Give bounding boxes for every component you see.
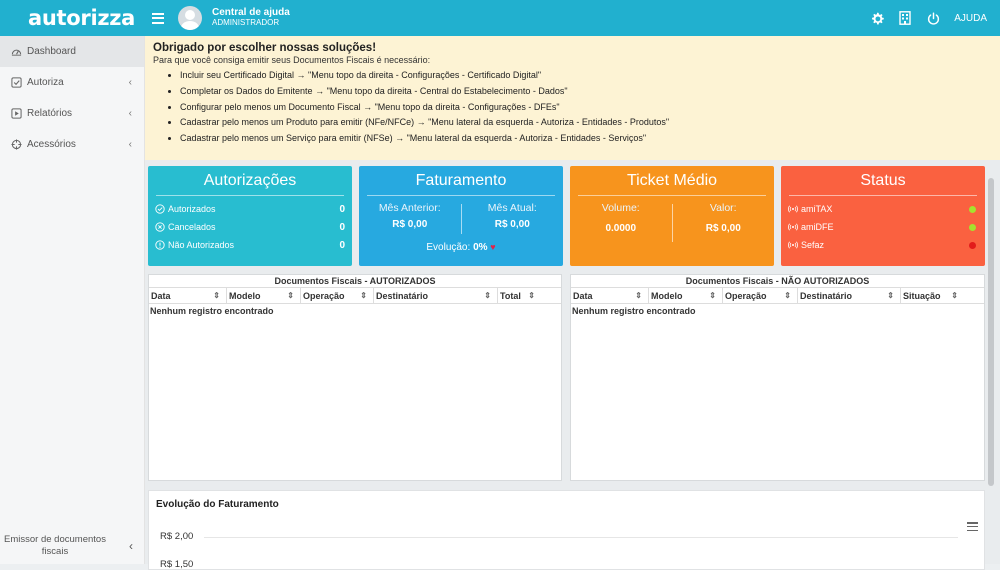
status-dot bbox=[969, 242, 976, 249]
scrollbar-thumb[interactable] bbox=[988, 178, 994, 486]
sidebar-item-relatorios[interactable] bbox=[0, 98, 144, 129]
evolucao-row bbox=[359, 242, 563, 253]
table-header bbox=[149, 288, 561, 304]
nao-autorizados-row bbox=[148, 236, 352, 254]
card-title: Ticket Médio bbox=[578, 166, 766, 196]
sidebar-item-autoriza[interactable] bbox=[0, 67, 144, 98]
signal-icon bbox=[788, 204, 798, 214]
sidebar bbox=[0, 36, 145, 564]
row-value: 0 bbox=[339, 203, 345, 215]
row-label: Cancelados bbox=[168, 222, 216, 232]
notice-item: • Cadastrar pelo menos um Produto para emitir (NFe/NFCe) → "Menu lateral da esquerda - Autoriza - Entidades - Produtos" bbox=[180, 115, 992, 131]
user-info[interactable] bbox=[212, 8, 290, 28]
notice-item: • Cadastrar pelo menos um Serviço para emitir (NFSe) → "Menu lateral da esquerda - Autoriza - Entidades - Serviços" bbox=[180, 131, 992, 147]
x-circle-icon bbox=[155, 222, 165, 232]
current-month-label: Mês Atual: bbox=[487, 202, 537, 214]
dashboard-content bbox=[145, 160, 1000, 570]
evolucao-label: Evolução: bbox=[426, 242, 471, 253]
sort-icon: ⇕ bbox=[528, 291, 535, 300]
signal-icon bbox=[788, 222, 798, 232]
previous-month-label: Mês Anterior: bbox=[378, 202, 441, 214]
column-header-destinatario[interactable]: Destinatário ⇕ bbox=[798, 288, 901, 303]
valor-label: Valor: bbox=[709, 202, 737, 214]
column-header-operacao[interactable]: Operação ⇕ bbox=[301, 288, 374, 303]
play-square-icon bbox=[10, 108, 22, 120]
heart-icon: ♥ bbox=[490, 242, 496, 252]
row-value: 0 bbox=[339, 221, 345, 233]
ticket-medio-card bbox=[570, 166, 774, 266]
scrollbar[interactable] bbox=[988, 170, 994, 564]
signal-icon bbox=[788, 240, 798, 250]
sort-icon: ⇕ bbox=[484, 291, 491, 300]
notice-item: • Completar os Dados do Emitente → "Menu topo da direita - Central do Estabelecimento - Dados" bbox=[180, 84, 992, 100]
chevron-left-icon: ‹ bbox=[128, 139, 132, 150]
valor-value: R$ 0,00 bbox=[705, 223, 741, 234]
status-row-sefaz bbox=[781, 236, 985, 254]
row-label: Autorizados bbox=[168, 204, 216, 214]
status-dot bbox=[969, 206, 976, 213]
notice-list bbox=[180, 68, 992, 147]
top-bar bbox=[0, 0, 1000, 36]
sort-icon: ⇕ bbox=[213, 291, 220, 300]
building-icon[interactable] bbox=[898, 11, 912, 25]
faturamento-card bbox=[359, 166, 563, 266]
column-header-data[interactable]: Data ⇕ bbox=[149, 288, 227, 303]
grid-line bbox=[204, 537, 958, 538]
help-link[interactable]: AJUDA bbox=[954, 12, 987, 24]
y-tick-label: R$ 1,50 bbox=[160, 559, 194, 570]
check-circle-icon bbox=[155, 204, 165, 214]
row-value: 0 bbox=[339, 239, 345, 251]
crosshair-icon bbox=[10, 139, 22, 151]
table-title: Documentos Fiscais - AUTORIZADOS bbox=[149, 275, 561, 288]
row-label: Não Autorizados bbox=[168, 240, 235, 250]
status-row-amidfe bbox=[781, 218, 985, 236]
status-label: amiTAX bbox=[801, 204, 833, 214]
sidebar-item-acessorios[interactable] bbox=[0, 129, 144, 160]
column-header-situacao[interactable]: Situação ⇕ bbox=[903, 290, 958, 301]
gear-icon[interactable] bbox=[870, 11, 884, 25]
check-square-icon bbox=[10, 77, 22, 89]
sort-icon: ⇕ bbox=[635, 291, 642, 300]
avatar[interactable] bbox=[178, 6, 202, 30]
card-title: Faturamento bbox=[367, 166, 555, 196]
cancelados-row bbox=[148, 218, 352, 236]
user-role: ADMINISTRADOR bbox=[212, 18, 280, 27]
autorizados-table bbox=[148, 274, 562, 481]
sidebar-item-label: Dashboard bbox=[27, 46, 76, 57]
column-header-destinatario[interactable]: Destinatário ⇕ bbox=[374, 288, 498, 303]
user-name: Central de ajuda bbox=[212, 7, 290, 18]
dashboard-icon bbox=[10, 46, 22, 58]
welcome-notice bbox=[145, 36, 1000, 160]
sidebar-item-label: Acessórios bbox=[27, 139, 76, 150]
column-header-modelo[interactable]: Modelo ⇕ bbox=[649, 288, 723, 303]
nao-autorizados-table bbox=[570, 274, 985, 481]
menu-toggle-icon[interactable] bbox=[152, 13, 164, 24]
notice-subtitle: Para que você consiga emitir seus Documentos Fiscais é necessário: bbox=[153, 55, 431, 65]
sort-icon: ⇕ bbox=[287, 291, 294, 300]
current-month-value: R$ 0,00 bbox=[494, 219, 530, 230]
table-title: Documentos Fiscais - NÃO AUTORIZADOS bbox=[571, 275, 984, 288]
sort-icon: ⇕ bbox=[360, 291, 367, 300]
chart-menu-icon[interactable] bbox=[967, 522, 978, 531]
sort-icon: ⇕ bbox=[887, 291, 894, 300]
faturamento-chart bbox=[148, 490, 985, 570]
autorizacoes-card bbox=[148, 166, 352, 266]
column-header-operacao[interactable]: Operação ⇕ bbox=[723, 288, 798, 303]
empty-message: Nenhum registro encontrado bbox=[150, 306, 274, 316]
evolucao-value: 0% bbox=[473, 242, 488, 253]
status-row-amitax bbox=[781, 200, 985, 218]
autorizados-row bbox=[148, 200, 352, 218]
sidebar-footer-label: Emissor de documentos fiscais bbox=[4, 534, 106, 557]
status-dot bbox=[969, 224, 976, 231]
y-tick-label: R$ 2,00 bbox=[160, 531, 194, 542]
notice-item: • Incluir seu Certificado Digital → "Menu topo da direita - Configurações - Certificado Digital" bbox=[180, 68, 992, 84]
table-header bbox=[571, 288, 984, 304]
chevron-left-icon: ‹ bbox=[128, 108, 132, 119]
notice-title: Obrigado por escolher nossas soluções! bbox=[153, 42, 377, 54]
power-icon[interactable] bbox=[926, 11, 940, 25]
column-header-modelo[interactable]: Modelo ⇕ bbox=[227, 288, 301, 303]
top-bar-actions bbox=[870, 11, 1000, 25]
volume-label: Volume: bbox=[601, 202, 640, 214]
chart-title: Evolução do Faturamento bbox=[156, 499, 279, 510]
notice-item: • Configurar pelo menos um Documento Fiscal → "Menu topo da direita - Configurações - DFEs" bbox=[180, 100, 992, 116]
empty-message: Nenhum registro encontrado bbox=[572, 306, 696, 316]
column-header-total[interactable]: Total ⇕ bbox=[500, 290, 535, 301]
volume-value: 0.0000 bbox=[605, 223, 637, 234]
chevron-left-icon: ‹ bbox=[128, 77, 132, 88]
card-title: Status bbox=[789, 166, 977, 196]
previous-month-value: R$ 0,00 bbox=[392, 219, 428, 230]
alert-circle-icon bbox=[155, 240, 165, 250]
column-header-data[interactable]: Data ⇕ bbox=[571, 288, 649, 303]
sort-icon: ⇕ bbox=[951, 291, 958, 300]
sidebar-item-dashboard[interactable] bbox=[0, 36, 144, 67]
status-label: amiDFE bbox=[801, 222, 834, 232]
sidebar-item-label: Relatórios bbox=[27, 108, 73, 119]
sidebar-footer bbox=[0, 534, 145, 560]
status-card bbox=[781, 166, 985, 266]
sidebar-item-label: Autoriza bbox=[27, 77, 64, 88]
sort-icon: ⇕ bbox=[784, 291, 791, 300]
sort-icon: ⇕ bbox=[709, 291, 716, 300]
status-label: Sefaz bbox=[801, 240, 825, 250]
collapse-sidebar-icon[interactable]: ‹ bbox=[129, 539, 133, 553]
app-logo[interactable]: autorizza bbox=[28, 6, 136, 30]
card-title: Autorizações bbox=[156, 166, 344, 196]
